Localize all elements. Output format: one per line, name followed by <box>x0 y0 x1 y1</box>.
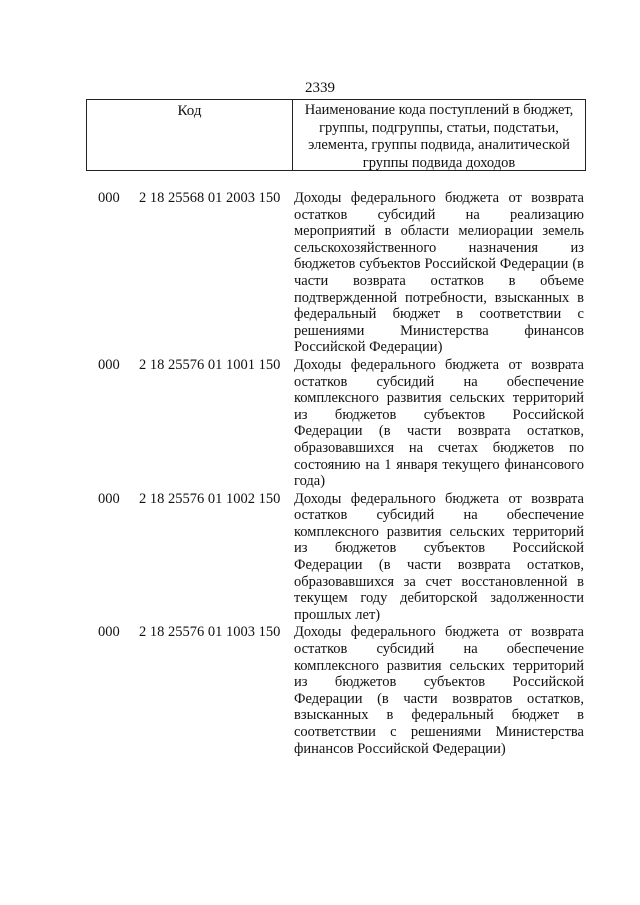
page-number: 2339 <box>305 80 335 96</box>
revenue-description: Доходы федерального бюджета от возврата остатков субсидий на обеспечение комплексного развития сельских территорий из бюджетов субъектов Российской Федерации (в части возврата остатков, образовавшихся на счетах бюджетов по состоянию на 1 января текущего финансового года) <box>294 356 584 490</box>
admin-code: 000 <box>98 624 120 641</box>
admin-code: 000 <box>98 190 120 206</box>
admin-code: 000 <box>98 490 120 507</box>
code-column-header: Код <box>87 100 293 170</box>
table-row <box>0 490 640 624</box>
revenue-description: Доходы федерального бюджета от возврата остатков субсидий на обеспечение комплексного развития сельских территорий из бюджетов субъектов Российской Федерации (в части возвратов остатков, взысканных в федеральный бюджет в соответствии с решениями Министерства финансов Российской Федерации) <box>294 624 584 757</box>
table-header <box>86 99 586 171</box>
admin-code: 000 <box>98 356 120 373</box>
revenue-code: 2 18 25568 01 2003 150 <box>139 190 281 206</box>
revenue-code: 2 18 25576 01 1002 150 <box>139 490 281 507</box>
table-row <box>0 189 640 356</box>
table-row <box>0 623 640 757</box>
table-row <box>0 356 640 490</box>
revenue-description: Доходы федерального бюджета от возврата остатков субсидий на реализацию мероприятий в области мелиорации земель сельскохозяйственного назначения из бюджетов субъектов Российской Федерации (в части возврата остатков в объеме подтвержденной потребности, взысканных в федеральный бюджет в соответствии с решениями Министерства финансов Российской Федерации) <box>294 190 584 356</box>
revenue-description: Доходы федерального бюджета от возврата остатков субсидий на обеспечение комплексного развития сельских территорий из бюджетов субъектов Российской Федерации (в части возврата остатков, образовавшихся за счет восстановленной в текущем году дебиторской задолженности прошлых лет) <box>294 490 584 623</box>
revenue-code-list <box>0 189 640 757</box>
revenue-code: 2 18 25576 01 1001 150 <box>139 356 281 373</box>
name-column-header: Наименование кода поступлений в бюджет, группы, подгруппы, статьи, подстатьи, элемента, группы подвида, аналитической группы подвида доходов <box>304 102 574 171</box>
revenue-code: 2 18 25576 01 1003 150 <box>139 624 281 641</box>
